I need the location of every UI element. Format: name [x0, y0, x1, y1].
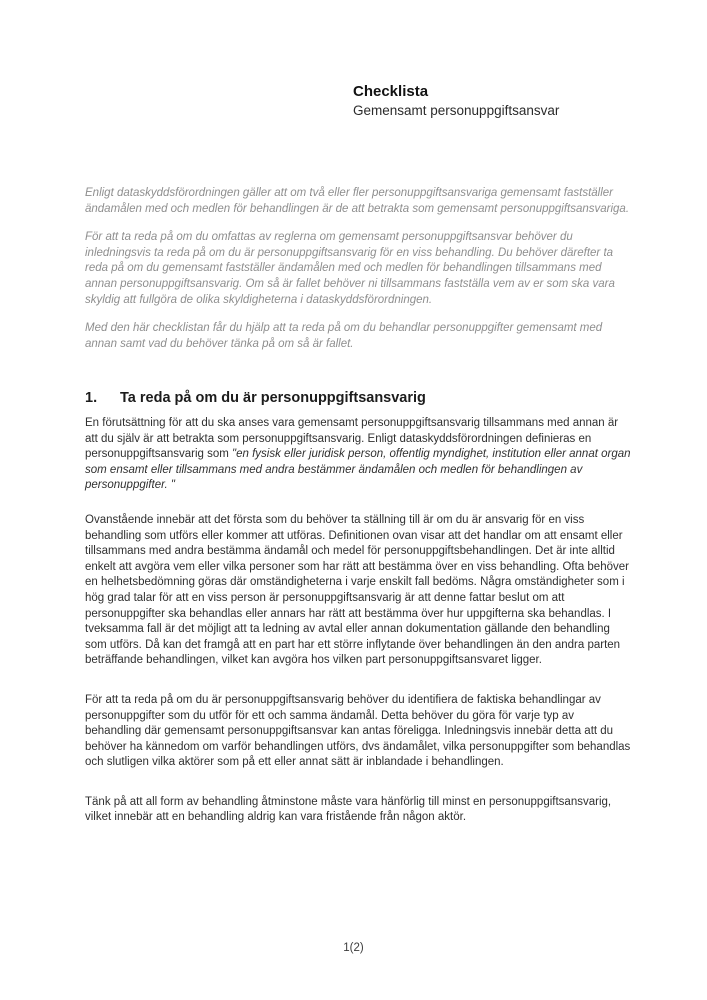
document-header	[353, 82, 559, 120]
document-title: Checklista	[353, 83, 429, 100]
section-1-number: 1.	[85, 390, 98, 406]
intro-paragraph-3: Med den här checklistan får du hjälp att ta reda på om du behandlar personuppgifter gemensamt med annan samt vad du behöver tänka på om så är fallet.	[85, 322, 603, 350]
section-1-heading	[85, 390, 631, 406]
body-paragraph-1	[85, 416, 631, 494]
intro-paragraph-2: För att ta reda på om du omfattas av reglerna om gemensamt personuppgiftsansvar behöver du inledningsvis ta reda på om du är personuppgiftsansvarig för en viss behandling. Du behöver därefter ta reda på om du gemensamt fastställer ändamålen med och medlen för behandlingen tillsammans med annan personuppgiftsansvarig. Om så är fallet behöver ni tillsammans fastställa vem av er som ska vara skyldig att fullgöra de olika skyldigheterna i dataskyddsförordningen.	[85, 231, 615, 306]
body-paragraph-1-lead: En förutsättning för att du ska anses vara gemensamt personuppgiftsansvarig tillsammans med annan är att du själv är att betrakta som personuppgiftsansvarig. Enligt dataskyddsförordningen definieras en personuppgiftsansvarig som	[85, 417, 619, 461]
body-paragraph-2: Ovanstående innebär att det första som du behöver ta ställning till är om du är ansvarig för en viss behandling som utförs eller kommer att utföras. Definitionen ovan visar att det handlar om att ensamt eller tillsammans med andra bestämma ändamål och medel för personuppgiftsbehandlingen. Det är inte alltid enkelt att avgöra vem eller vilka personer som har rätt att bestämma över en viss behandling. Ofta behöver en helhetsbedömning göras där omständigheterna i varje enskilt fall bedöms. Några omständigheter som i hög grad talar för att en viss person är personuppgiftsansvarig är att denne fattar beslut om att personuppgifter ska behandlas eller annars har rätt att bestämma över hur uppgifterna ska behandlas. I tveksamma fall är det möjligt att ta ledning av avtal eller annan dokumentation gällande den behandling som utförs. Då kan det framgå att en part har ett större inflytande över behandlingen än den andra parten beträffande behandlingen, vilket kan avgöra hos vilken part personuppgiftsansvaret ligger.	[85, 513, 629, 667]
intro-section	[85, 186, 631, 352]
section-1-title: Ta reda på om du är personuppgiftsansvarig	[120, 390, 426, 406]
body-paragraph-1-quote: "en fysisk eller juridisk person, offentlig myndighet, institution eller annat organ som ensamt eller tillsammans med andra bestämmer ändamålen och medlen för behandlingen av personuppgifter. "	[85, 448, 631, 492]
document-subtitle: Gemensamt personuppgiftsansvar	[353, 103, 560, 118]
page-footer	[0, 942, 707, 954]
section-1	[85, 390, 631, 826]
intro-paragraph-1: Enligt dataskyddsförordningen gäller att om två eller fler personuppgiftsansvariga gemensamt fastställer ändamålen med och medlen för behandlingen är de att betrakta som gemensamt personuppgiftsansvariga.	[85, 187, 630, 215]
page-number: 1(2)	[343, 942, 364, 954]
body-paragraph-3: För att ta reda på om du är personuppgiftsansvarig behöver du identifiera de faktiska behandlingar av personuppgifter som du utför för ett och samma ändamål. Detta behöver du göra för varje typ av behandling där gemensamt personuppgiftsansvar kan antas föreligga. Inledningsvis innebär detta att du behöver ha kännedom om varför behandlingen utförs, dvs ändamålet, vilka personuppgifter som behandlas och slutligen vilka aktörer som på ett eller annat sätt är inblandade i behandlingen.	[85, 693, 631, 769]
body-paragraph-4: Tänk på att all form av behandling åtminstone måste vara hänförlig till minst en personuppgiftsansvarig, vilket innebär att en behandling aldrig kan vara fristående från någon aktör.	[85, 795, 612, 824]
